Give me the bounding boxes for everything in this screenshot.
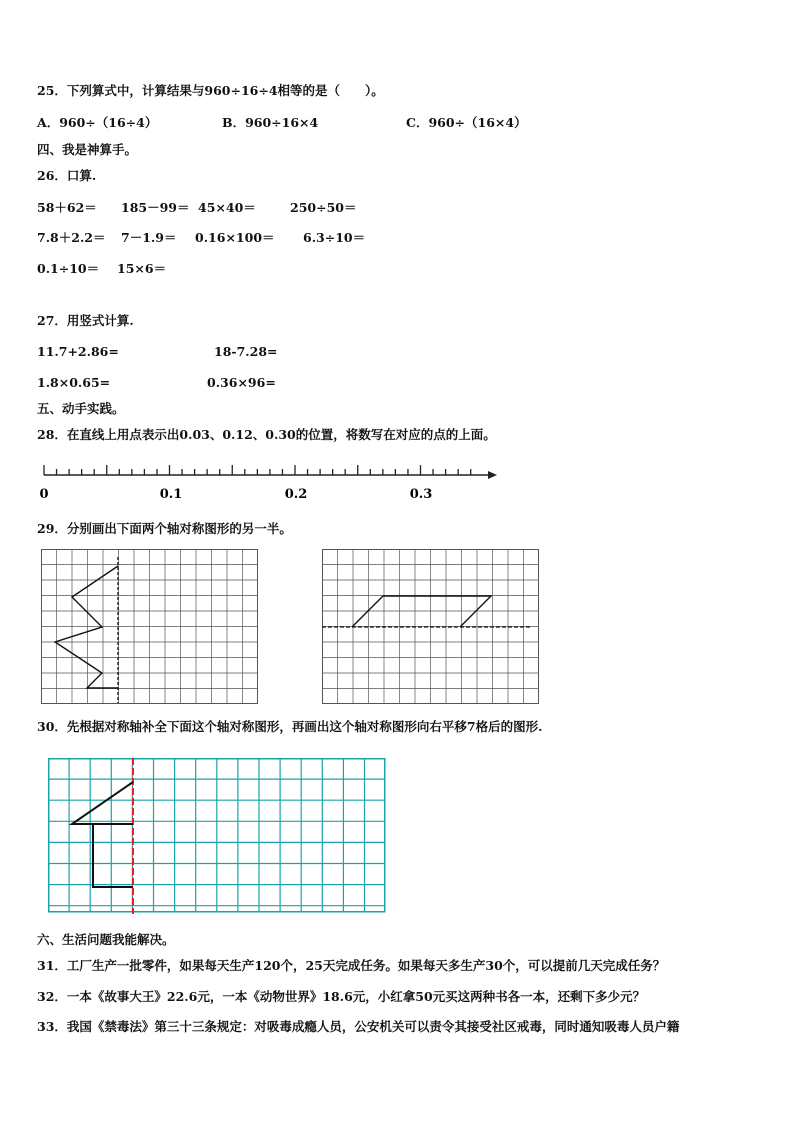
q28-stem: 28．在直线上用点表示出0.03、0.12、0.30的位置，将数写在对应的点的上面。 [37,427,496,442]
tick-label: 0.2 [284,487,308,502]
half-figure [55,566,118,688]
section-5-heading: 五、动手实践。 [37,401,125,416]
q27-stem: 27．用竖式计算. [37,313,134,328]
q32-stem: 32．一本《故事大王》22.6元，一本《动物世界》18.6元，小红拿50元买这两种书各一本，还剩下多少元？ [37,989,646,1004]
q26-stem: 26．口算. [37,168,97,183]
q30-grid[interactable] [48,758,388,914]
q26-item: 185－99＝ [121,200,190,215]
q29-stem: 29．分别画出下面两个轴对称图形的另一半。 [37,521,292,536]
q26-item: 250÷50＝ [290,200,357,215]
q25-option-a[interactable]: A．960÷（16÷4） [37,115,158,130]
tick-label: 0.1 [159,487,183,502]
arrow-head-icon [488,471,497,479]
q26-item: 15×6＝ [117,261,167,276]
q26-item: 45×40＝ [198,200,256,215]
q25-stem: 25．下列算式中，计算结果与960÷16÷4相等的是（ ）。 [37,83,384,98]
tick-label: 0.3 [409,487,433,502]
q26-item: 58＋62＝ [37,200,97,215]
half-figure [352,596,491,627]
q27-item: 0.36×96= [207,375,276,390]
q25-option-c[interactable]: C．960÷（16×4） [406,115,527,130]
tick-label: 0 [39,487,49,502]
q27-item: 18-7.28= [214,344,278,359]
q30-stem: 30．先根据对称轴补全下面这个轴对称图形，再画出这个轴对称图形向右平移7格后的图形. [37,719,543,734]
half-figure [72,782,133,824]
q27-item: 1.8×0.65= [37,375,111,390]
q27-item: 11.7+2.86= [37,344,119,359]
q26-item: 0.16×100＝ [195,230,275,245]
q26-item: 7.8＋2.2＝ [37,230,106,245]
half-figure [93,824,133,887]
q31-stem: 31．工厂生产一批零件，如果每天生产120个，25天完成任务。如果每天多生产30个，可以提前几天完成任务？ [37,958,666,973]
q29-left-grid[interactable] [41,549,259,705]
section-6-heading: 六、生活问题我能解决。 [37,932,175,947]
q33-stem: 33．我国《禁毒法》第三十三条规定：对吸毒成瘾人员，公安机关可以责令其接受社区戒毒，同时通知吸毒人员户籍 [37,1019,680,1034]
q25-option-b[interactable]: B．960÷16×4 [222,115,319,130]
q26-item: 0.1÷10＝ [37,261,100,276]
q26-item: 7－1.9＝ [121,230,177,245]
q29-right-grid[interactable] [322,549,540,705]
section-4-heading: 四、我是神算手。 [37,142,138,157]
q26-item: 6.3÷10＝ [303,230,366,245]
